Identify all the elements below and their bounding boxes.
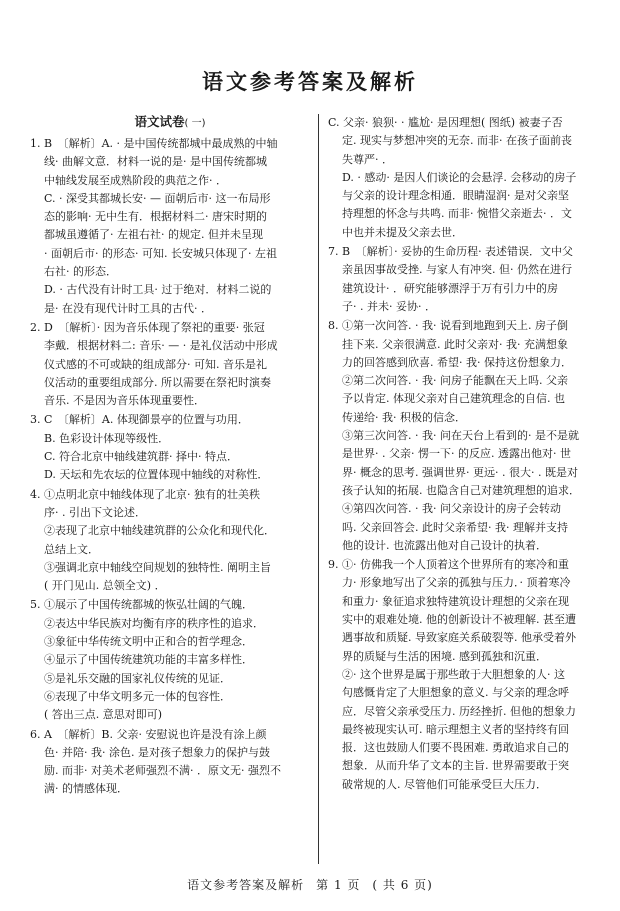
answer-line: ②表现了北京中轴线建筑群的公众化和现代化． bbox=[44, 524, 275, 538]
answer-block bbox=[30, 135, 310, 318]
answer-block bbox=[30, 411, 310, 484]
answer-line: 满· 的情感体现． bbox=[44, 782, 128, 796]
answer-line: ④显示了中国传统建筑功能的丰富多样性． bbox=[44, 653, 253, 667]
answer-line: 序· . 引出下文论述． bbox=[44, 505, 146, 519]
answer-line: 想象．从而升华了文本的主旨. 世界需要敢于突 bbox=[342, 759, 569, 773]
answer-line: ③象征中华传统文明中正和合的哲学理念． bbox=[44, 635, 253, 649]
answer-line: C. 符合北京中轴线建筑群· 择中· 特点． bbox=[44, 450, 239, 464]
answer-line: 定. 现实与梦想冲突的无奈. 而非· 在孩子面前丧 bbox=[342, 134, 572, 148]
answer-line: 句感慨肯定了大胆想象的意义. 与父亲的理念呼 bbox=[342, 686, 569, 700]
answer-line: 传递给· 我· 积极的信念． bbox=[342, 410, 466, 424]
answer-line: 界· 概念的思考. 强调世界· 更远· . 很大· . 既是对 bbox=[342, 465, 578, 479]
answer-line: 励. 而非· 对美术老师强烈不满· ．原文无· 强烈不 bbox=[44, 764, 281, 778]
answer-line: 是· 在没有现代计时工具的古代· ． bbox=[44, 301, 212, 315]
answer-line: 总结上文． bbox=[44, 542, 99, 556]
answer-line: 子· . 并未· 妥协· ． bbox=[342, 299, 436, 313]
section-title-text: 语文试卷 bbox=[134, 114, 185, 129]
answer-line: 应．尽管父亲承受压力. 历经挫折. 但他的想象力 bbox=[342, 704, 576, 718]
answer-line: 7. B 〔解析〕· 妥协的生命历程· 表述错误．文中父 bbox=[328, 245, 574, 259]
answer-block bbox=[328, 114, 594, 242]
answer-line: 都城虽遵循了· 左祖右社· 的规定. 但并未呈现 bbox=[44, 228, 263, 242]
answer-line: ③第三次问答. · 我· 问在天台上看到的· 是不是就 bbox=[342, 429, 579, 443]
answer-line: 挂下来. 父亲很满意. 此时父亲对· 我· 充满想象 bbox=[342, 337, 568, 351]
answer-line: C. · 深受其都城长安· — 面朝后市· 这一布局形 bbox=[44, 191, 271, 205]
answer-line: 力的回答感到欣喜. 希望· 我· 保持这份想象力． bbox=[342, 355, 572, 369]
answer-line: ②表达中华民族对均衡有序的秩序性的追求． bbox=[44, 616, 264, 630]
answer-line: 失尊严· ． bbox=[342, 152, 393, 166]
document-title: 语文参考答案及解析 bbox=[202, 70, 418, 94]
answer-block bbox=[30, 319, 310, 410]
answer-block bbox=[328, 317, 594, 555]
answer-line: 音乐. 不是因为音乐体现重要性． bbox=[44, 394, 205, 408]
answer-line: ( 开门见山. 总领全文) ． bbox=[44, 579, 166, 593]
answer-line: 9. ①· 仿佛我一个人顶着这个世界所有的寒冷和重 bbox=[328, 558, 569, 572]
answer-line: 仪活动的重要组成部分. 所以需要在祭祀时演奏 bbox=[44, 375, 271, 389]
answer-line: 4. ①点明北京中轴线体现了北京· 独有的壮美秩 bbox=[30, 487, 260, 501]
answer-line: 予以肯定. 体现父亲对自己建筑理念的自信. 也 bbox=[342, 392, 565, 406]
answer-line: ②第二次问答. · 我· 问房子能飘在天上吗. 父亲 bbox=[342, 374, 568, 388]
answer-line: 持理想的怀念与共鸣. 而非· 惋惜父亲逝去· ．文 bbox=[342, 207, 572, 221]
answer-line: B. 色彩设计体现等级性． bbox=[44, 431, 170, 445]
answer-line: ③强调北京中轴线空间规划的独特性. 阐明主旨 bbox=[44, 560, 271, 574]
answer-line: 与父亲的设计理念相通．眼睛湿润· 是对父亲坚 bbox=[342, 189, 569, 203]
answer-line: 界的质疑与生活的困境. 感到孤独和沉重． bbox=[342, 649, 547, 663]
answer-line: 和重力· 象征追求独特建筑设计理想的父亲在现 bbox=[342, 594, 569, 608]
footer-page-number: 第 1 页 bbox=[316, 878, 361, 892]
page-footer bbox=[0, 876, 620, 893]
right-question-list bbox=[328, 114, 594, 794]
answer-line: 破常规的人. 尽管他们可能承受巨大压力． bbox=[342, 777, 547, 791]
right-column bbox=[328, 114, 594, 795]
left-question-list bbox=[30, 135, 310, 799]
answer-line: 色· 并陪· 我· 涂色. 是对孩子想象力的保护与鼓 bbox=[44, 745, 270, 759]
answer-line: 亲虽因事故受挫. 与家人有冲突. 但· 仍然在进行 bbox=[342, 263, 572, 277]
answer-line: C. 父亲· 狼狈· · 尴尬· 是因理想( 图纸) 被妻子否 bbox=[328, 116, 563, 129]
answer-line: 遇事故和质疑. 导致家庭关系破裂等. 他承受着外 bbox=[342, 631, 576, 645]
answer-line: 报．这也鼓励人们要不畏困难. 勇敢追求自己的 bbox=[342, 741, 569, 755]
answer-line: 实中的艰难处境. 他的创新设计不被理解. 甚至遭 bbox=[342, 613, 576, 627]
answer-line: 力· 形象地写出了父亲的孤独与压力．· 顶着寒冷 bbox=[342, 576, 571, 590]
section-title-number: ( 一) bbox=[184, 118, 206, 129]
answer-line: 建筑设计· ．研究能够漂浮于万有引力中的房 bbox=[342, 281, 558, 295]
answer-line: ⑤是礼乐交融的国家礼仪传统的见证． bbox=[44, 671, 231, 685]
answer-line: 中轴线发展至成熟阶段的典范之作· ． bbox=[44, 173, 227, 187]
answer-line: 右社· 的形态． bbox=[44, 265, 117, 279]
left-column bbox=[30, 114, 310, 800]
answer-line: 6. A 〔解析〕B. 父亲· 安慰说也许是没有涂上颜 bbox=[30, 727, 267, 741]
answer-line: 5. ①展示了中国传统都城的恢弘壮阔的气魄． bbox=[30, 598, 253, 612]
answer-line: 3. C 〔解析〕A. 体现御景亭的位置与功用． bbox=[30, 413, 249, 427]
footer-page-total: ( 共 6 页) bbox=[372, 878, 433, 892]
column-divider bbox=[318, 114, 319, 864]
answer-block bbox=[30, 726, 310, 799]
answer-block bbox=[328, 556, 594, 794]
answer-line: 李戴．根据材料二: 音乐· — · 是礼仪活动中形成 bbox=[44, 339, 278, 353]
answer-line: ④第四次问答. · 我· 问父亲设计的房子会转动 bbox=[342, 502, 561, 516]
answer-line: 线· 曲解文意．材料一说的是· 是中国传统都城 bbox=[44, 155, 267, 169]
section-title bbox=[30, 114, 310, 132]
answer-line: ②· 这个世界是属于那些敢于大胆想象的人· 这 bbox=[342, 667, 565, 681]
answer-line: 最终被现实认可. 暗示理想主义者的坚持终有回 bbox=[342, 722, 569, 736]
answer-line: ( 答出三点. 意思对即可) bbox=[44, 708, 163, 722]
answer-line: · 面朝后市· 的形态· 可知. 长安城只体现了· 左祖 bbox=[44, 246, 277, 260]
answer-block bbox=[30, 596, 310, 724]
answer-line: 中也并未提及父亲去世． bbox=[342, 225, 463, 239]
footer-label: 语文参考答案及解析 bbox=[187, 878, 305, 892]
answer-line: 2. D 〔解析〕· 因为音乐体现了祭祀的重要· 张冠 bbox=[30, 320, 265, 334]
answer-line: 1. B 〔解析〕A. · 是中国传统都城中最成熟的中轴 bbox=[30, 137, 278, 150]
answer-block bbox=[30, 486, 310, 596]
answer-line: 吗. 父亲回答会. 此时父亲希望· 我· 理解并支持 bbox=[342, 520, 568, 534]
answer-line: 孩子认知的拓展. 也隐含自己对建筑理想的追求． bbox=[342, 483, 580, 497]
answer-line: 态的影响· 无中生有．根据材料二· 唐宋时期的 bbox=[44, 210, 267, 224]
answer-line: ⑥表现了中华文明多元一体的包容性． bbox=[44, 689, 231, 703]
answer-block bbox=[328, 243, 594, 316]
answer-line: D. 天坛和先农坛的位置体现中轴线的对称性． bbox=[44, 468, 269, 482]
answer-line: 是世界· . 父亲· 愣一下· 的反应. 透露出他对· 世 bbox=[342, 447, 571, 461]
answer-line: 8. ①第一次问答. · 我· 说看到地跑到天上. 房子倒 bbox=[328, 319, 568, 333]
answer-line: D. · 古代没有计时工具· 过于绝对．材料二说的 bbox=[44, 283, 272, 297]
answer-line: 仪式感的不可或缺的组成部分· 可知. 音乐是礼 bbox=[44, 357, 267, 371]
answer-line: D. · 感动· 是因人们谈论的会悬浮. 会移动的房子 bbox=[342, 170, 577, 184]
answer-line: 他的设计. 也流露出他对自己设计的执着． bbox=[342, 538, 547, 552]
